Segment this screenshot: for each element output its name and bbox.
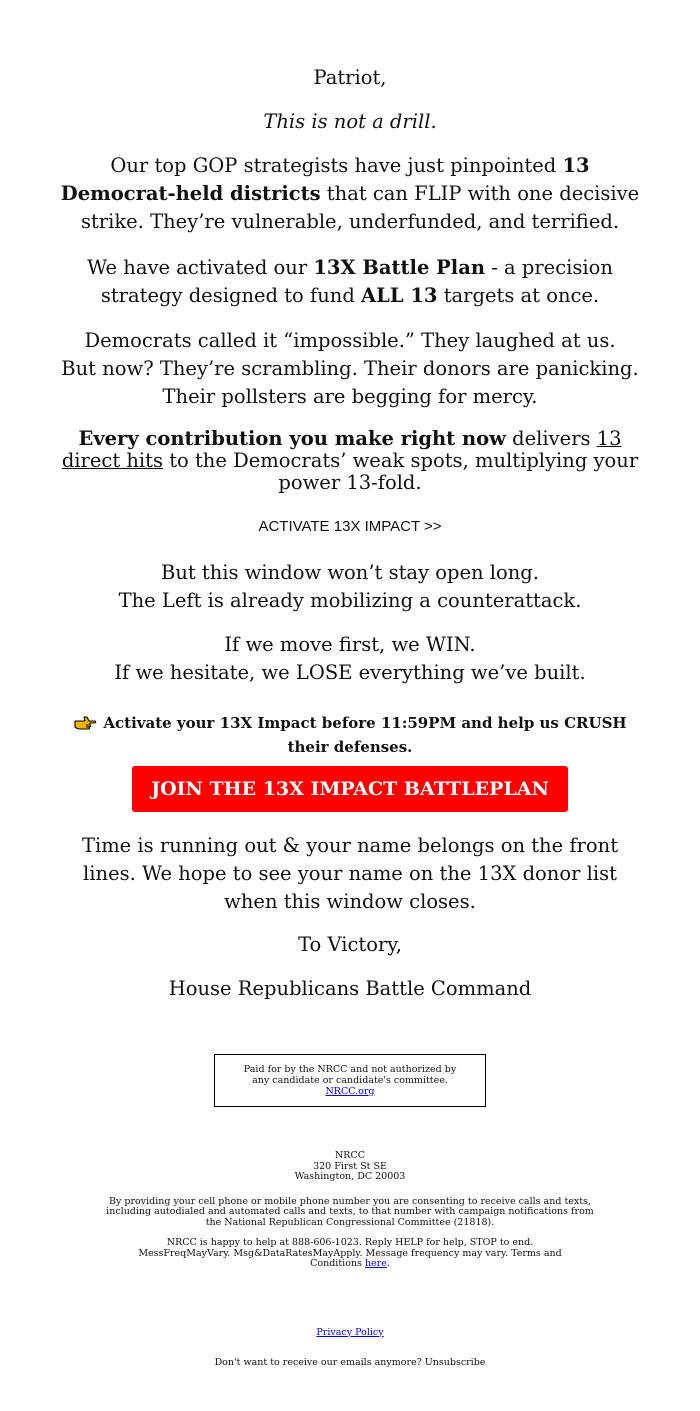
p2-text-a: We have activated our (87, 256, 314, 279)
p1-text-c: that can FLIP with one decisive strike. They’re vulnerable, underfunded, and terrified. (80, 182, 640, 233)
p4-text-b: delivers (505, 427, 597, 450)
footer-legal-consent: By providing your cell phone or mobile phone number you are consenting to receive calls and texts, including autodialed and automated calls and texts, to that number with campaign notifications from the National Republican Congressional Committee (21818). (106, 1195, 594, 1228)
p6-line1: If we move first, we WIN. (224, 633, 476, 656)
signature: House Republicans Battle Command (168, 977, 532, 1000)
p1-bold: 13 Democrat-held districts (60, 154, 590, 205)
urgent-notice (70, 713, 630, 757)
drill-text: This is not a drill. (263, 110, 437, 133)
direct-hits-link[interactable]: 13 direct hits (61, 427, 622, 472)
p3-line2: But now? They’re scrambling. Their donors are panicking. Their pollsters are begging for mercy. (61, 357, 639, 408)
privacy-policy-link[interactable]: Privacy Policy (316, 1326, 384, 1338)
footer-help-text (130, 1238, 570, 1270)
help-text: NRCC is happy to help at 888-606-1023. Reply HELP for help, STOP to end. MessFreqMayVary. Msg&DataRatesMayApply. Message frequency may vary. Terms and Conditions (138, 1237, 562, 1269)
privacy-wrapper (0, 1328, 700, 1339)
pointing-hand-icon (73, 714, 97, 737)
paragraph-democrats (60, 327, 640, 411)
signoff: To Victory, (298, 933, 402, 956)
p6-line2: If we hesitate, we LOSE everything we’ve built. (114, 661, 586, 684)
cta-wrapper (0, 766, 700, 812)
address-city: Washington, DC 20003 (294, 1171, 406, 1182)
activate-impact-link[interactable]: ACTIVATE 13X IMPACT >> (258, 518, 442, 535)
p4-bold: Every contribution you make right now (78, 427, 506, 450)
p1-text-a: Our top GOP strategists have just pinpointed (110, 154, 563, 177)
p4-text-d: to the Democrats’ weak spots, multiplying your power 13-fold. (163, 449, 639, 494)
drill-line (60, 108, 640, 136)
paid-for-disclaimer-box (214, 1054, 486, 1107)
paragraph-contribution (60, 428, 640, 494)
nrcc-org-link[interactable]: NRCC.org (325, 1086, 375, 1097)
paragraph-districts (60, 152, 640, 236)
p2-bold-plan: 13X Battle Plan (313, 256, 486, 279)
disclaimer-text: Paid for by the NRCC and not authorized by any candidate or candidate's committee. (243, 1064, 457, 1086)
paragraph-window (60, 559, 640, 615)
unsubscribe-text[interactable]: Don't want to receive our emails anymore? Unsubscribe (214, 1357, 486, 1368)
p2-text-c: - a precision strategy designed to fund (100, 256, 613, 307)
terms-here-link[interactable]: here (364, 1258, 387, 1269)
urgent-text: Activate your 13X Impact before 11:59PM and help us CRUSH their defenses. (103, 714, 627, 756)
p5-line2: The Left is already mobilizing a counterattack. (118, 589, 582, 612)
greeting: Patriot, (313, 66, 387, 89)
address-street: 320 First St SE (313, 1160, 387, 1172)
help-end: . (386, 1258, 390, 1269)
paragraph-time-running-out: Time is running out & your name belongs on the front lines. We hope to see your name on the 13X donor list when this window closes. (81, 834, 619, 913)
p2-bold-all: ALL 13 (361, 284, 438, 307)
join-battleplan-button[interactable]: JOIN THE 13X IMPACT BATTLEPLAN (132, 766, 568, 812)
paragraph-battle-plan (60, 254, 640, 310)
p5-line1: But this window won’t stay open long. (160, 561, 539, 584)
address-org: NRCC (334, 1150, 365, 1161)
paragraph-move-first (60, 631, 640, 687)
p2-text-e: targets at once. (437, 284, 600, 307)
footer-address (0, 1151, 700, 1183)
p3-line1: Democrats called it “impossible.” They laughed at us. (84, 329, 616, 352)
